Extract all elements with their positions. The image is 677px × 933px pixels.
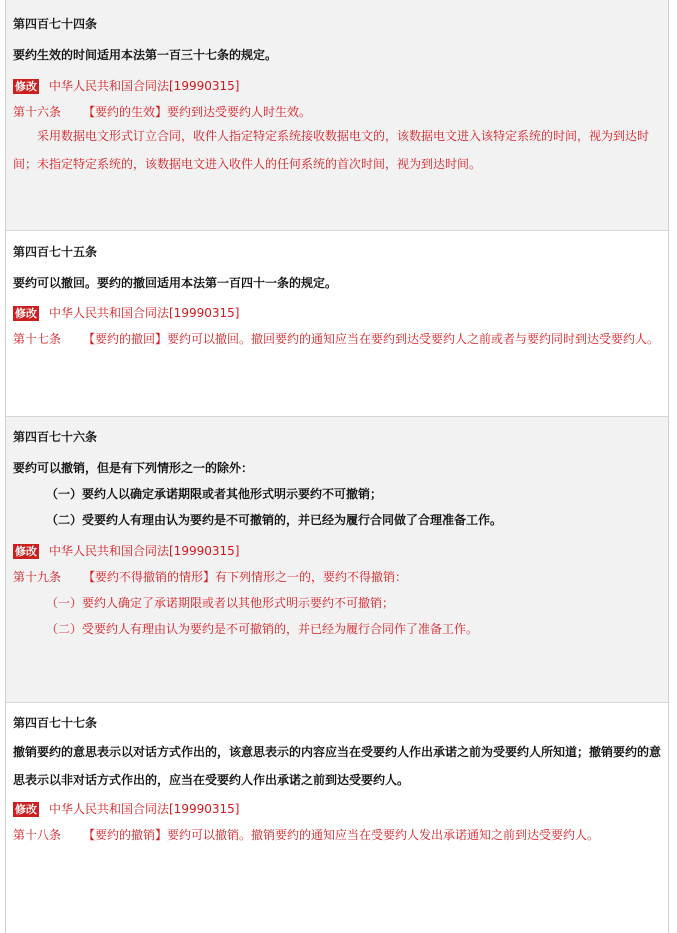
old-article-item-1: （一）要约人确定了承诺期限或者以其他形式明示要约不可撤销；: [46, 596, 395, 610]
article-title: 第四百七十七条: [13, 716, 98, 730]
old-article-heading: [13, 569, 407, 585]
amendment-source: [13, 305, 239, 321]
old-article-item-2: （二）受要约人有理由认为要约是不可撤销的，并已经为履行合同作了准备工作。: [46, 622, 479, 636]
article-474: [6, 0, 668, 231]
old-article-head: 【要约不得撤销的情形】有下列情形之一的，要约不得撤销：: [83, 570, 408, 584]
article-title: 第四百七十五条: [13, 245, 98, 259]
old-article-body: [13, 821, 661, 849]
old-article-number: 第十七条: [13, 332, 62, 346]
old-article-number: 第十六条: [13, 105, 62, 119]
old-article-content: 【要约的撤销】要约可以撤销。撤销要约的通知应当在受要约人发出承诺通知之前到达受要约人。: [83, 828, 600, 842]
amendment-source: [13, 543, 239, 559]
modified-badge: 修改: [15, 545, 37, 558]
old-article-heading: [13, 104, 311, 120]
old-article-paragraph: 采用数据电文形式订立合同，收件人指定特定系统接收数据电文的，该数据电文进入该特定系统的时间，视为到达时间；未指定特定系统的，该数据电文进入收件人的任何系统的首次时间，视为到达时间。: [13, 129, 650, 171]
article-title: 第四百七十四条: [13, 17, 98, 31]
amendment-source: [13, 801, 239, 817]
law-document: [5, 0, 669, 933]
old-article-head: 【要约的生效】要约到达受要约人时生效。: [83, 105, 312, 119]
source-law-link[interactable]: 中华人民共和国合同法[19990315]: [49, 544, 240, 558]
article-477: [6, 703, 668, 933]
article-475: [6, 231, 668, 417]
article-text: 要约可以撤销，但是有下列情形之一的除外：: [13, 461, 254, 475]
source-law-link[interactable]: 中华人民共和国合同法[19990315]: [49, 79, 240, 93]
article-text: 要约可以撤回。要约的撤回适用本法第一百四十一条的规定。: [13, 276, 338, 290]
article-title: 第四百七十六条: [13, 430, 98, 444]
modified-badge: 修改: [15, 307, 37, 320]
source-law-link[interactable]: 中华人民共和国合同法[19990315]: [49, 802, 240, 816]
old-article-content: 【要约的撤回】要约可以撤回。撤回要约的通知应当在要约到达受要约人之前或者与要约同时到达受要约人。: [83, 332, 660, 346]
article-476: [6, 417, 668, 703]
old-article-number: 第十八条: [13, 828, 62, 842]
old-article-number: 第十九条: [13, 570, 62, 584]
article-item-2: （二）受要约人有理由认为要约是不可撤销的，并已经为履行合同做了合理准备工作。: [46, 513, 503, 527]
article-text: 撤销要约的意思表示以对话方式作出的，该意思表示的内容应当在受要约人作出承诺之前为受要约人所知道；撤销要约的意思表示以非对话方式作出的，应当在受要约人作出承诺之前到达受要约人。: [13, 745, 662, 787]
amendment-source: [13, 78, 239, 94]
modified-badge: 修改: [15, 803, 37, 816]
old-article-body: [13, 325, 661, 353]
modified-badge: 修改: [15, 80, 37, 93]
article-text: 要约生效的时间适用本法第一百三十七条的规定。: [13, 48, 278, 62]
article-item-1: （一）要约人以确定承诺期限或者其他形式明示要约不可撤销；: [46, 487, 383, 501]
source-law-link[interactable]: 中华人民共和国合同法[19990315]: [49, 306, 240, 320]
